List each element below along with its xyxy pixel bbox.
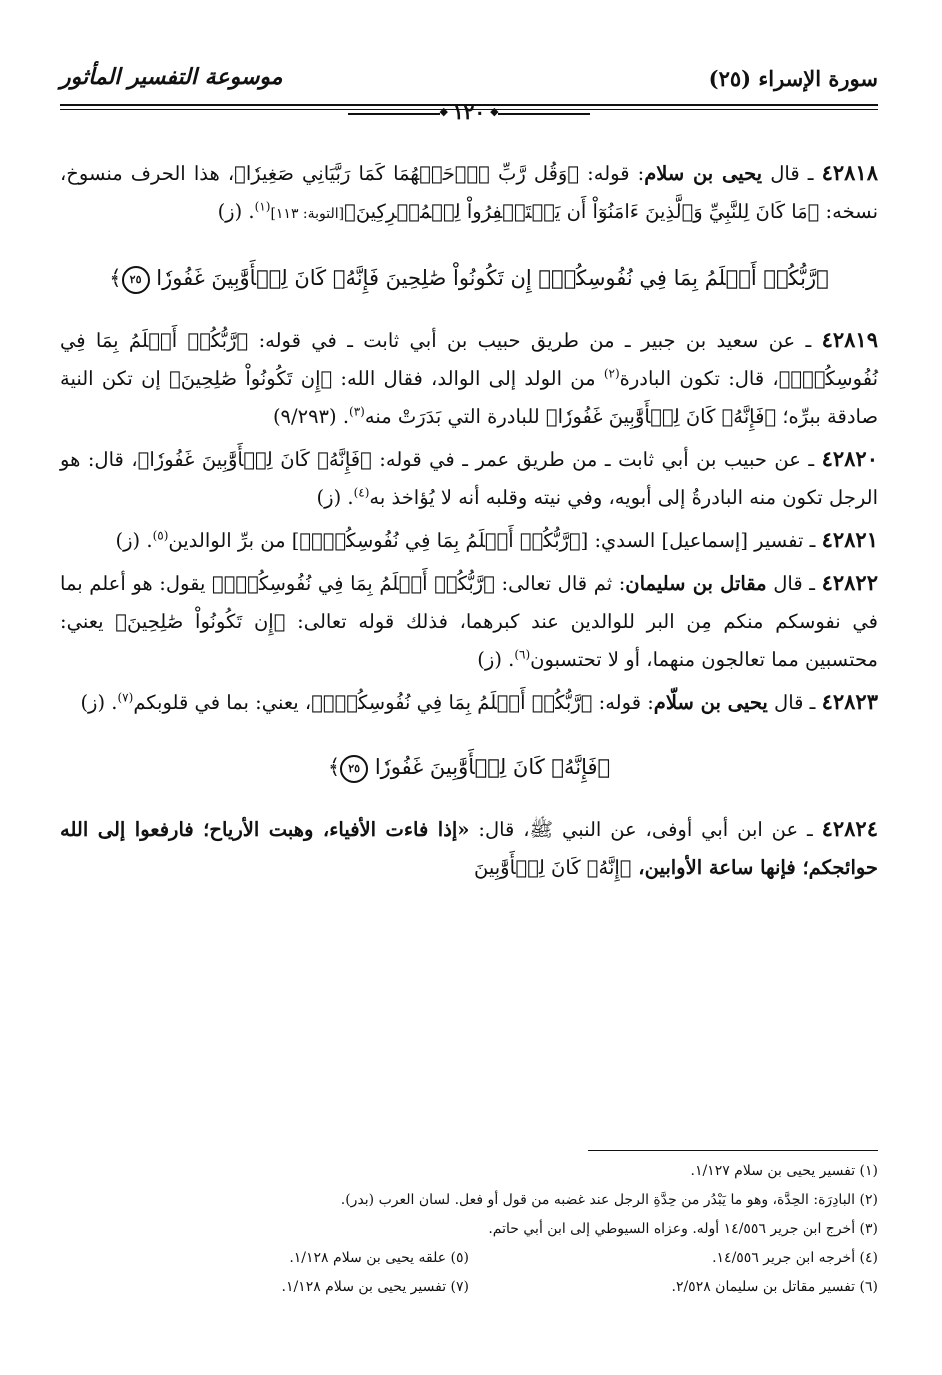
surah-title: سورة الإسراء (٢٥)	[708, 66, 878, 91]
ornament-rule-left	[348, 113, 440, 115]
book-page	[60, 60, 879, 1295]
entry-text: ـ عن حبيب بن أبي ثابت ـ من طريق عمر ـ في قوله:	[371, 448, 822, 471]
entry-number: ٤٢٨٢٠	[821, 446, 878, 471]
entry-text: يعني: محتسبين مما تعالجون منهما، أو لا تحتسبون	[60, 610, 878, 671]
entry-text: . (ز)	[316, 486, 354, 509]
quran-quote: ﴿رَّبُّكُمۡ أَعۡلَمُ بِمَا فِي نُفُوسِكُمۡۚ﴾	[299, 529, 581, 552]
quran-quote: ﴿مَا كَانَ لِلنَّبِيِّ وَٱلَّذِينَ ءَامَنُوٓاْ أَن يَسۡتَغۡفِرُواْ لِلۡمُشۡرِكِينَ﴾	[344, 200, 820, 223]
entry-42818	[60, 154, 878, 233]
entry-text: . (ز)	[217, 200, 255, 223]
entry-text: ، قال: هو الرجل تكون منه البادرةُ إلى أبويه، وفي نيته وقلبه أنه لا يُؤاخذ به	[60, 448, 878, 509]
entry-number: ٤٢٨٢٢	[821, 570, 878, 595]
verse-heading	[60, 259, 878, 297]
quran-quote: ﴿إِنَّهُۥ كَانَ لِلۡأَوَّٰبِينَ	[474, 856, 632, 879]
entry-text: . (ز)	[477, 648, 515, 671]
quran-quote: ﴿فَإِنَّهُۥ كَانَ لِلۡأَوَّٰبِينَ غَفُورٗا﴾	[545, 405, 777, 428]
ayah-number-marker: ٢٥	[340, 755, 368, 783]
quran-quote: ﴿رَّبُّكُمۡ أَعۡلَمُ بِمَا فِي نُفُوسِكُمۡۚ﴾	[311, 691, 593, 714]
entry-text: ] من برِّ الوالدين	[168, 529, 300, 552]
entry-text: يقول: هو أعلم بما في نفوسكم منكم مِن البر للوالدين عند كبرهما، فذلك قوله تعالى:	[60, 572, 878, 633]
verse-close: ﴾	[109, 266, 122, 290]
entry-42822	[60, 564, 878, 679]
verse-reference: [التوبة: ١١٣]	[270, 206, 345, 222]
footnote-ref: (٢)	[603, 366, 620, 381]
entry-text: ـ تفسير [إسماعيل] السدي: [	[580, 529, 822, 552]
verse-close: ﴾	[327, 755, 341, 779]
verse-text: ﴿فَإِنَّهُۥ كَانَ لِلۡأَوَّٰبِينَ غَفُورٗا	[374, 755, 611, 779]
footnote-row	[60, 1273, 878, 1302]
entry-text: للبادرة التي بَدَرَتْ منه	[364, 405, 546, 428]
entry-text: . (ز)	[80, 691, 118, 714]
verse-heading	[60, 748, 878, 786]
quran-quote: ﴿وَقُل رَّبِّ ٱرۡحَمۡهُمَا كَمَا رَبَّيَانِي صَغِيرٗا﴾	[234, 162, 580, 185]
entry-42820	[60, 440, 878, 517]
entry-text: . (٩/٢٩٣)	[272, 405, 350, 428]
entry-text: ـ قال	[762, 162, 822, 185]
footnote: (٥) علقه يحيى بن سلام ١/١٢٨.	[289, 1250, 469, 1266]
entry-text: : ثم قال تعالى:	[494, 572, 626, 595]
verse-text: ﴿رَّبُّكُمۡ أَعۡلَمُ بِمَا فِي نُفُوسِكُمۡۚ إِن تَكُونُواْ صَٰلِحِينَ فَإِنَّهُۥ كَانَ لِلۡأَوَّٰبِينَ غَفُورٗا	[156, 266, 829, 290]
footnote-ref: (٥)	[152, 528, 169, 543]
ayah-number-marker: ٢٥	[122, 266, 150, 294]
entry-text: ـ عن سعيد بن جبير ـ من طريق حبيب بن أبي ثابت ـ في قوله:	[248, 329, 822, 352]
entry-42824	[60, 810, 878, 887]
footnote-ref: (١)	[254, 199, 271, 214]
entry-number: ٤٢٨١٨	[821, 160, 878, 185]
footnote: (٤) أخرجه ابن جرير ١٤/٥٥٦.	[712, 1250, 878, 1266]
quran-quote: ﴿إِن تَكُونُواْ صَٰلِحِينَ﴾	[115, 610, 286, 633]
entry-text: ـ قال	[767, 691, 822, 714]
footnote: (٢) البادِرَة: الحِدَّة، وهو ما يَبْدُر من حِدَّةِ الرجل عند غضبه من قول أو فعل. لسان العرب (بدر).	[340, 1192, 878, 1208]
footnote-ref: (٣)	[349, 404, 365, 419]
quran-quote: ﴿فَإِنَّهُۥ كَانَ لِلۡأَوَّٰبِينَ غَفُورٗا﴾	[137, 448, 372, 471]
entry-number: ٤٢٨١٩	[821, 327, 878, 352]
footnote: (١) تفسير يحيى بن سلام ١/١٢٧.	[690, 1163, 878, 1179]
author-name: يحيى بن سلّام	[653, 691, 768, 714]
hadith-text: «إذا فاءت الأفياء، وهبت الأرياح؛ فارفعوا إلى الله حوائجكم؛ فإنها ساعة الأوابين،	[60, 818, 878, 879]
footnote-separator	[588, 1150, 878, 1151]
entry-text: من الولد إلى الوالد، فقال الله:	[332, 367, 604, 390]
entry-42823	[60, 683, 878, 722]
entry-text: ، يعني: بما في قلوبكم	[133, 691, 312, 714]
footnote: (٧) تفسير يحيى بن سلام ١/١٢٨.	[281, 1279, 469, 1295]
entry-text: : قوله:	[579, 162, 645, 185]
entry-42821	[60, 521, 878, 560]
book-title: موسوعة التفسير المأثور	[60, 64, 283, 90]
footnote-row	[60, 1244, 878, 1273]
author-name: يحيى بن سلام	[644, 162, 763, 185]
footnote-ref: (٧)	[117, 690, 134, 705]
quran-quote: ﴿رَّبُّكُمۡ أَعۡلَمُ بِمَا فِي نُفُوسِكُمۡۚ﴾	[212, 572, 495, 595]
footnote-ref: (٤)	[353, 485, 370, 500]
entry-text: إن تكن النية صادقة ببرِّه؛	[60, 367, 878, 428]
quran-quote: ﴿رَّبُّكُمۡ أَعۡلَمُ بِمَا فِي نُفُوسِكُمۡۚ﴾	[60, 329, 879, 390]
page-number-text: ١٢٠	[452, 100, 486, 124]
entry-text: ، هذا الحرف منسوخ، نسخه:	[60, 162, 878, 223]
entry-text: ، قال: تكون البادرة	[619, 367, 779, 390]
entry-text: . (ز)	[115, 529, 153, 552]
ornament-rule-right	[498, 113, 590, 115]
page-number	[60, 100, 878, 126]
entry-number: ٤٢٨٢١	[821, 527, 878, 552]
footnote: (٦) تفسير مقاتل بن سليمان ٢/٥٢٨.	[671, 1279, 878, 1295]
entry-number: ٤٢٨٢٤	[821, 816, 878, 841]
entry-text: ـ عن ابن أبي أوفى، عن النبي ﷺ، قال:	[469, 818, 822, 841]
author-name: مقاتل بن سليمان	[625, 572, 767, 595]
entry-42819	[60, 321, 878, 436]
quran-quote: ﴿إِن تَكُونُواْ صَٰلِحِينَ﴾	[169, 367, 333, 390]
entry-text: : قوله:	[592, 691, 654, 714]
entry-number: ٤٢٨٢٣	[821, 689, 878, 714]
footnotes	[60, 1150, 878, 1302]
page-body	[60, 154, 878, 891]
footnote: (٣) أخرج ابن جرير ١٤/٥٥٦ أوله. وعزاه السيوطي إلى ابن أبي حاتم.	[488, 1221, 878, 1237]
footnote-ref: (٦)	[514, 647, 531, 662]
entry-text: ـ قال	[766, 572, 822, 595]
